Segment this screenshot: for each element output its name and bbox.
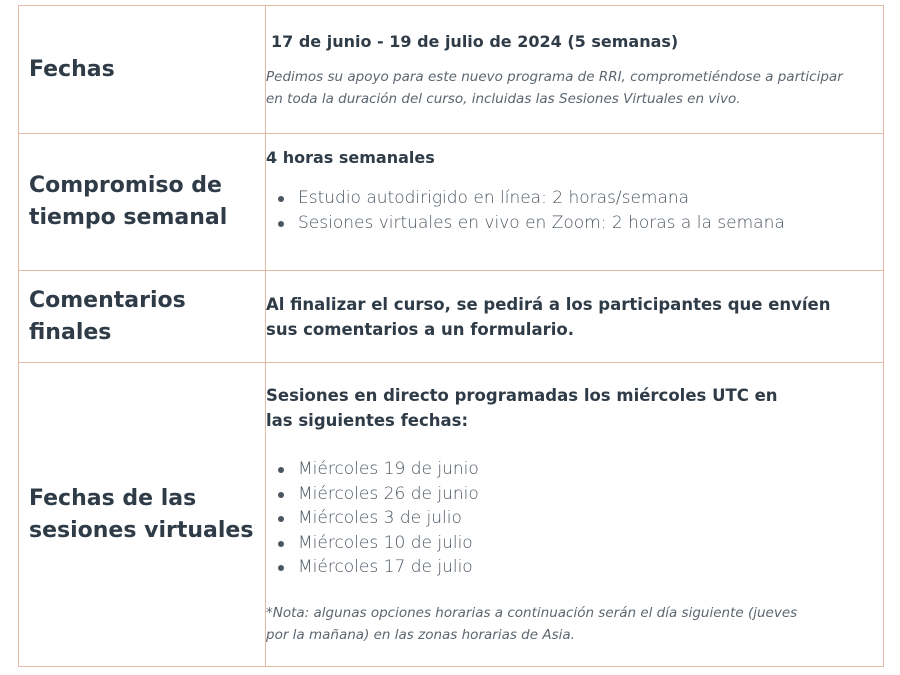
- row-label: Comentarios finales: [29, 287, 186, 345]
- course-info-table: [18, 5, 884, 667]
- content-cell: [266, 271, 884, 363]
- content-cell: [266, 6, 884, 134]
- sessions-heading: Sesiones en directo programadas los miércoles UTC en las siguientes fechas:: [266, 386, 778, 431]
- course-dates: 17 de junio - 19 de julio de 2024 (5 semanas): [271, 31, 679, 51]
- list-item: Miércoles 26 de junio: [288, 482, 803, 507]
- row-label: Fechas de las sesiones virtuales: [29, 485, 254, 543]
- list-item: Miércoles 19 de junio: [288, 457, 803, 482]
- list-item: Estudio autodirigido en línea: 2 horas/semana: [288, 186, 883, 211]
- row-compromiso: [19, 134, 884, 271]
- row-sesiones: [19, 363, 884, 667]
- row-fechas: [19, 6, 884, 134]
- commitment-list: [266, 186, 883, 235]
- dates-note: Pedimos su apoyo para este nuevo programa de RRI, comprometiéndose a participar en toda la duración del curso, incluidas las Sesiones Virtuales en vivo.: [266, 68, 843, 107]
- label-cell: [19, 134, 266, 271]
- label-cell: [19, 271, 266, 363]
- session-dates-list: [266, 457, 803, 580]
- label-cell: [19, 363, 266, 667]
- list-item: Sesiones virtuales en vivo en Zoom: 2 horas a la semana: [288, 211, 883, 236]
- timezone-note: *Nota: algunas opciones horarias a continuación serán el día siguiente (jueves por la mañana) en las zonas horarias de Asia.: [266, 604, 798, 643]
- feedback-text: Al finalizar el curso, se pedirá a los participantes que envíen sus comentarios a un formulario.: [266, 294, 831, 339]
- label-cell: [19, 6, 266, 134]
- list-item: Miércoles 10 de julio: [288, 531, 803, 556]
- content-cell: [266, 363, 884, 667]
- list-item: Miércoles 3 de julio: [288, 506, 803, 531]
- row-comentarios: [19, 271, 884, 363]
- row-label: Compromiso de tiempo semanal: [29, 173, 228, 230]
- content-cell: [266, 134, 884, 271]
- row-label: Fechas: [29, 56, 115, 82]
- list-item: Miércoles 17 de julio: [288, 555, 803, 580]
- weekly-hours: 4 horas semanales: [266, 148, 435, 167]
